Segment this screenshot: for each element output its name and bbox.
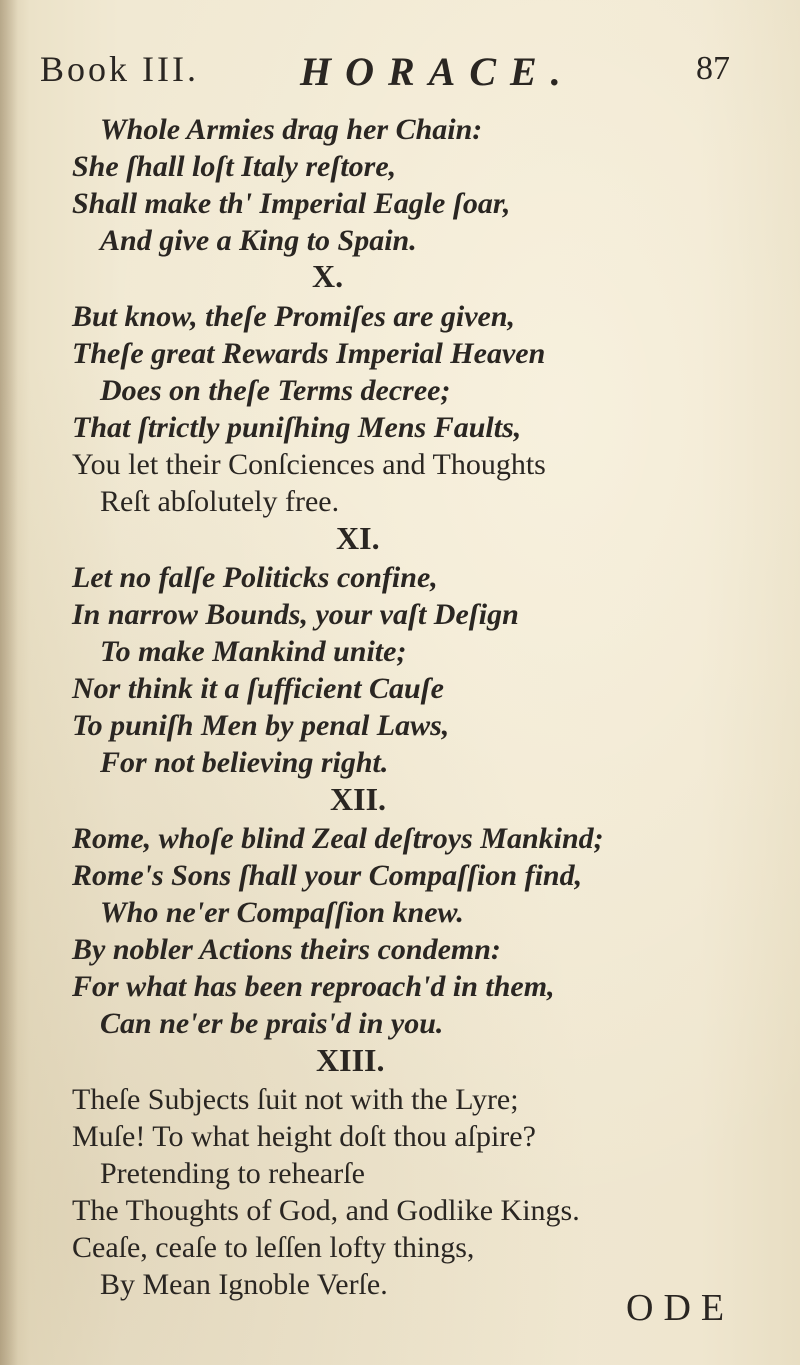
verse-line: For what has been reproach'd in them, (72, 970, 555, 1003)
verse-line: And give a King to Spain. (100, 224, 417, 257)
verse-line: In narrow Bounds, your vaſt Deſign (72, 598, 519, 631)
verse-line: Muſe! To what height doſt thou aſpire? (72, 1120, 536, 1153)
verse-line: But know, theſe Promiſes are given, (72, 300, 516, 333)
verse-line: Let no falſe Politicks confine, (72, 561, 438, 594)
verse-line: Reſt abſolutely free. (100, 485, 340, 518)
catchword: ODE (626, 1287, 735, 1329)
verse-line: Pretending to rehearſe (100, 1157, 365, 1190)
verse-line: You let their Conſciences and Thoughts (72, 448, 546, 481)
verse-line: Theſe great Rewards Imperial Heaven (72, 337, 546, 370)
book-label: Book III. (40, 49, 199, 89)
verse-line: She ſhall loſt Italy reſtore, (72, 150, 397, 183)
running-title: HORACE. (300, 49, 575, 94)
verse-line: The Thoughts of God, and Godlike Kings. (72, 1194, 580, 1227)
stanza-numeral: XII. (330, 781, 387, 817)
verse-line: Who ne'er Compaſſion knew. (100, 896, 464, 929)
verse-line: By Mean Ignoble Verſe. (100, 1268, 388, 1301)
verse-line: Theſe Subjects ſuit not with the Lyre; (72, 1083, 519, 1116)
stanza-numeral: XI. (336, 520, 380, 556)
verse-line: Rome, whoſe blind Zeal deſtroys Mankind; (72, 822, 604, 855)
page-number: 87 (696, 50, 730, 87)
verse-line: By nobler Actions theirs condemn: (72, 933, 501, 966)
verse-line: For not believing right. (100, 746, 389, 779)
verse-line: To make Mankind unite; (100, 635, 407, 668)
running-head (20, 48, 780, 98)
stanza-numeral: X. (312, 258, 344, 294)
verse-line: Ceaſe, ceaſe to leſſen lofty things, (72, 1231, 475, 1264)
verse-line: Can ne'er be prais'd in you. (100, 1007, 444, 1040)
verse-line: That ſtrictly puniſhing Mens Faults, (72, 411, 522, 444)
binding-shadow (0, 0, 18, 1365)
verse-line: Shall make th' Imperial Eagle ſoar, (72, 187, 511, 220)
verse-line: Whole Armies drag her Chain: (100, 113, 483, 146)
verse-line: Does on theſe Terms decree; (100, 374, 451, 407)
stanza-numeral: XIII. (316, 1042, 385, 1078)
verse-line: Nor think it a ſufficient Cauſe (72, 672, 444, 705)
verse-line: Rome's Sons ſhall your Compaſſion find, (72, 859, 583, 892)
verse-line: To puniſh Men by penal Laws, (72, 709, 450, 742)
